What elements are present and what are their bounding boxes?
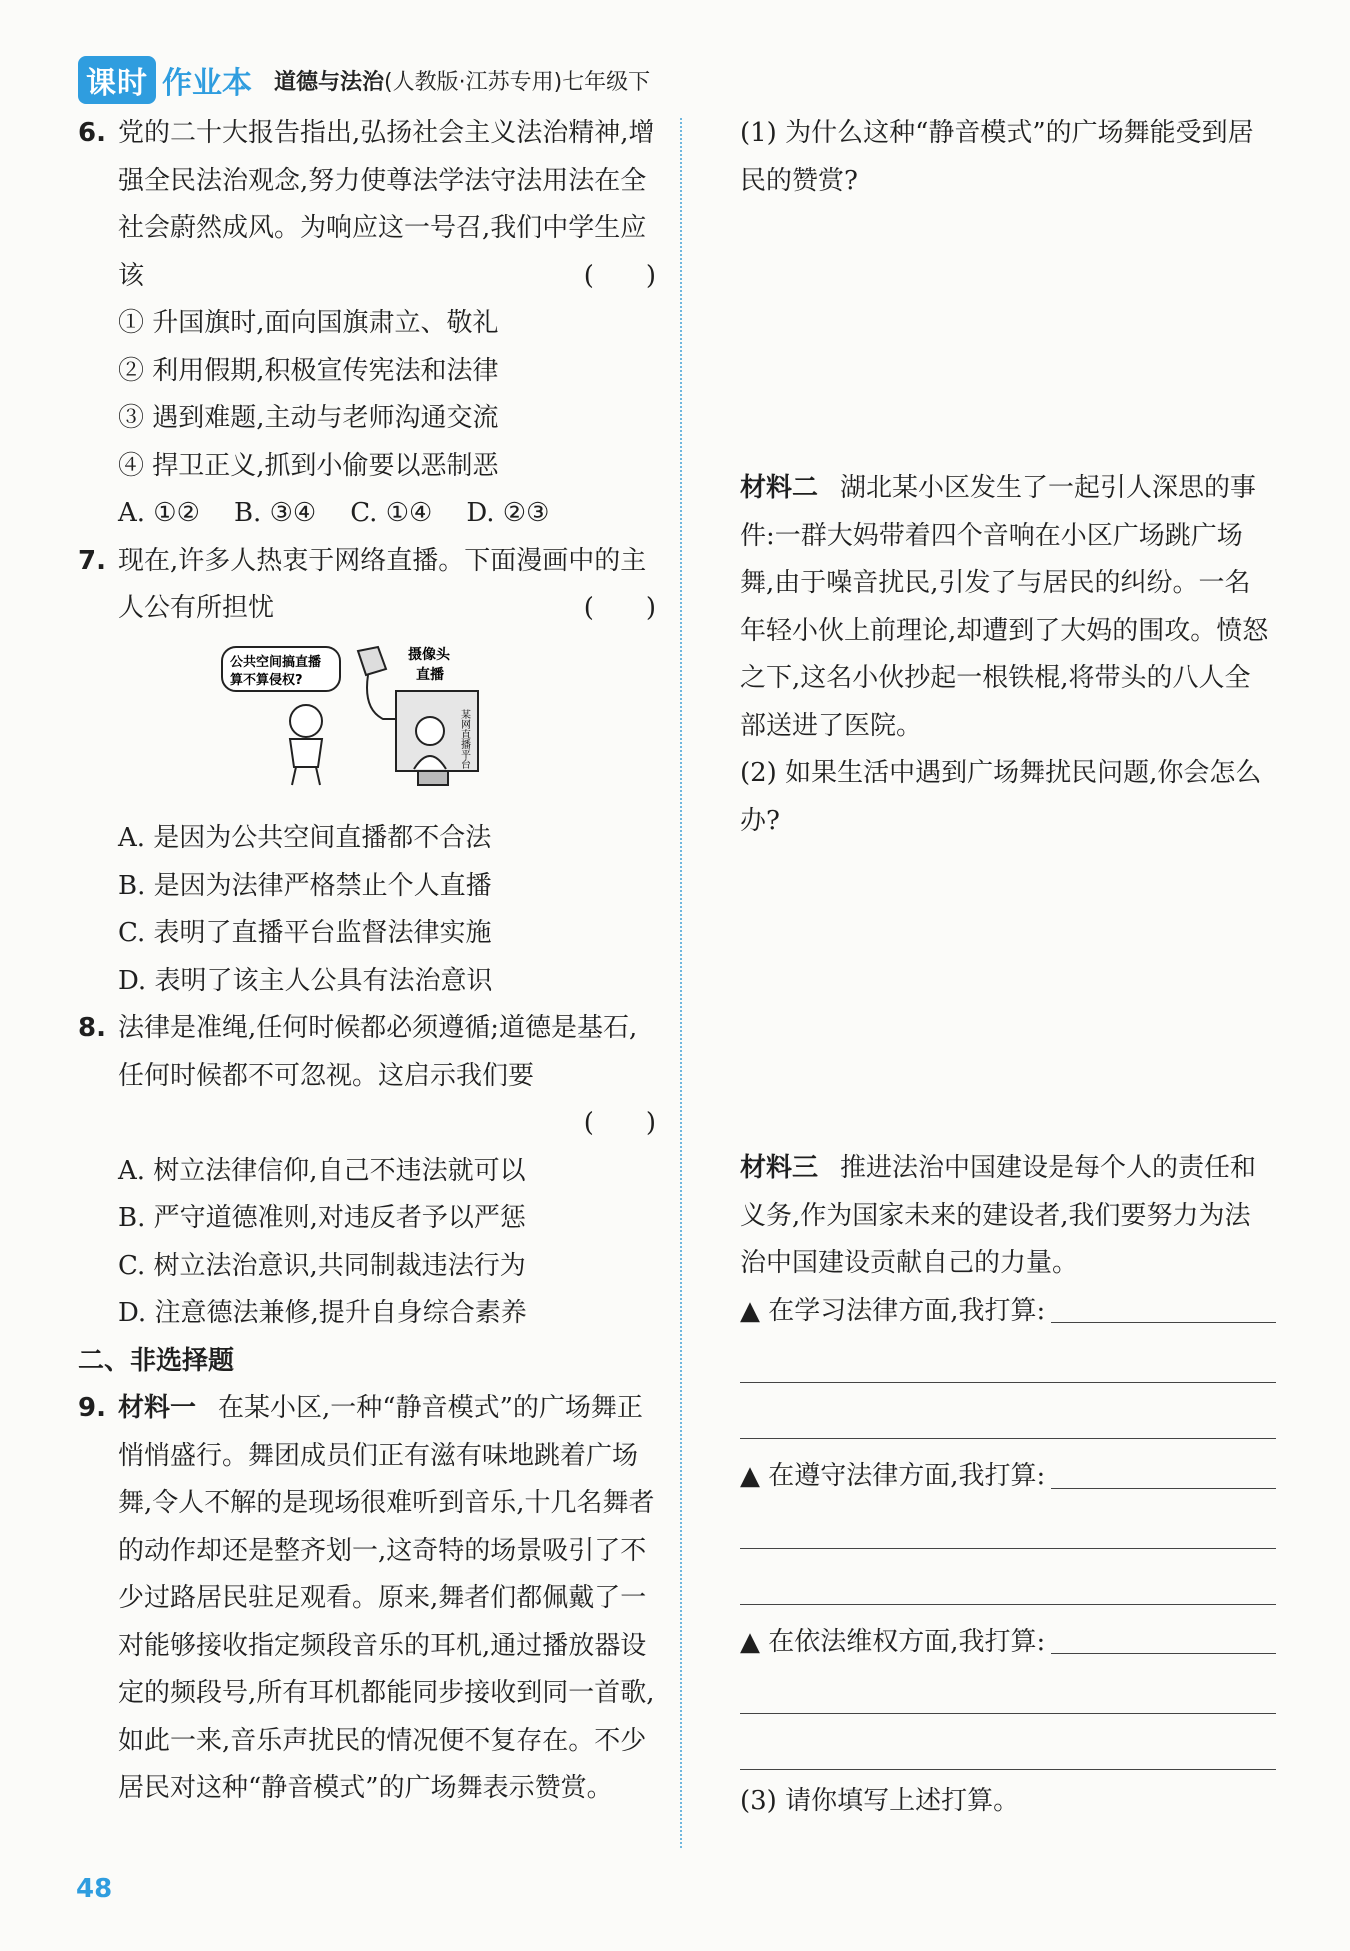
question-number: 6. <box>78 118 106 148</box>
sub-question-2: (2) 如果生活中遇到广场舞扰民问题,你会怎么办? <box>740 758 1262 836</box>
plan-prompt: ▲ 在依法维权方面,我打算: <box>740 1626 1046 1657</box>
streamer-face-icon <box>416 717 444 745</box>
column-divider <box>680 118 682 1848</box>
option-d[interactable]: D. ②③ <box>466 498 550 528</box>
sub-question-1: (1) 为什么这种“静音模式”的广场舞能受到居民的赞赏? <box>740 118 1254 196</box>
answer-line[interactable] <box>740 1557 1276 1605</box>
option-b[interactable]: B. 是因为法律严格禁止个人直播 <box>118 870 492 901</box>
answer-paren[interactable]: ( ) <box>583 593 656 623</box>
material-label: 材料三 <box>740 1153 819 1183</box>
material-text: 推进法治中国建设是每个人的责任和义务,作为国家未来的建设者,我们要努力为法治中国建设贡献自己的力量。 <box>740 1153 1257 1278</box>
monitor-stand <box>418 771 448 785</box>
question-stem: 党的二十大报告指出,弘扬社会主义法治精神,增强全民法治观念,努力使尊法学法守法用法在全社会蔚然成风。为响应这一号召,我们中学生应该 <box>118 118 655 291</box>
plan-obey-law <box>740 1453 1276 1501</box>
option-c[interactable]: C. 树立法治意识,共同制裁违法行为 <box>118 1250 526 1281</box>
live-label: 直播 <box>416 666 444 683</box>
statement-item: ② 利用假期,积极宣传宪法和法律 <box>118 355 499 386</box>
answer-line[interactable] <box>1051 1288 1276 1324</box>
edition-label: (人教版·江苏专用)七年级下 <box>384 69 651 95</box>
answer-line[interactable] <box>740 1666 1276 1714</box>
question-6 <box>78 110 658 300</box>
answer-line[interactable] <box>740 1335 1276 1383</box>
answer-paren[interactable]: ( ) <box>583 260 656 291</box>
answer-line[interactable] <box>740 1501 1276 1549</box>
plan-study-law <box>740 1288 1276 1336</box>
section-title: 二、非选择题 <box>78 1345 235 1376</box>
question-stem: 现在,许多人热衷于网络直播。下面漫画中的主人公有所担忧 <box>118 545 647 623</box>
material-3 <box>740 1145 1276 1288</box>
plan-defend-rights <box>740 1619 1276 1667</box>
plan-prompt: ▲ 在遵守法律方面,我打算: <box>740 1461 1046 1491</box>
option-a[interactable]: A. 树立法律信仰,自己不违法就可以 <box>118 1155 526 1186</box>
option-c[interactable]: C. 表明了直播平台监督法律实施 <box>118 918 492 948</box>
camera-label: 摄像头 <box>408 646 450 663</box>
sub-question-3: (3) 请你填写上述打算。 <box>740 1786 1020 1816</box>
statement-item: ④ 捍卫正义,抓到小偷要以恶制恶 <box>118 450 499 481</box>
answer-space[interactable] <box>740 205 1276 465</box>
option-a[interactable]: A. ①② <box>118 498 200 528</box>
plan-prompt: ▲ 在学习法律方面,我打算: <box>740 1295 1046 1326</box>
answer-line[interactable] <box>1051 1619 1276 1655</box>
material-2 <box>740 465 1276 750</box>
answer-line[interactable] <box>1051 1453 1276 1489</box>
question-8 <box>78 1005 658 1100</box>
material-label: 材料一 <box>118 1393 197 1423</box>
option-c[interactable]: C. ①④ <box>350 498 433 528</box>
bubble-text-2: 算不算侵权? <box>230 672 303 688</box>
option-d[interactable]: D. 表明了该主人公具有法治意识 <box>118 965 493 996</box>
page-number: 48 <box>76 1874 113 1904</box>
answer-paren[interactable]: ( ) <box>583 1108 656 1138</box>
answer-line[interactable] <box>740 1391 1276 1439</box>
comic-illustration <box>218 639 538 789</box>
answer-line[interactable] <box>740 1722 1276 1770</box>
material-text: 在某小区,一种“静音模式”的广场舞正悄悄盛行。舞团成员们正有滋有味地跳着广场舞,令人不解的是现场很难听到音乐,十几名舞者的动作却还是整齐划一,这奇特的场景吸引了不少过路居民驻足观看。原来,舞者们都佩戴了一对能够接收指定频段音乐的耳机,通过播放器设定的频段号,所有耳机都能同步接收到同一首歌,如此一来,音乐声扰民的情况便不复存在。不少居民对这种“静音模式”的广场舞表示赞赏。 <box>118 1393 655 1803</box>
question-stem: 法律是准绳,任何时候都必须遵循;道德是基石,任何时候都不可忽视。这启示我们要 <box>118 1013 638 1091</box>
question-number: 8. <box>78 1013 106 1043</box>
right-column <box>740 110 1276 1826</box>
logo-text: 作业本 <box>162 66 252 101</box>
subject-title: 道德与法治 <box>274 69 385 95</box>
statement-item: ③ 遇到难题,主动与老师沟通交流 <box>118 403 499 433</box>
logo-box: 课时 <box>78 56 156 104</box>
question-9 <box>78 1385 658 1813</box>
left-column <box>78 110 658 1813</box>
material-label: 材料二 <box>740 473 819 503</box>
worried-person-icon <box>290 705 322 737</box>
page-header <box>78 58 650 102</box>
question-number: 9. <box>78 1393 106 1423</box>
camera-icon <box>358 647 386 675</box>
option-a[interactable]: A. 是因为公共空间直播都不合法 <box>118 823 492 853</box>
statement-item: ① 升国旗时,面向国旗肃立、敬礼 <box>118 308 499 338</box>
option-b[interactable]: B. 严守道德准则,对违反者予以严惩 <box>118 1203 526 1233</box>
option-row <box>78 490 658 538</box>
screen-text: 某网直播平台 <box>458 708 470 769</box>
question-number: 7. <box>78 545 106 576</box>
option-b[interactable]: B. ③④ <box>233 498 317 528</box>
bubble-text-1: 公共空间搞直播 <box>230 654 322 670</box>
answer-space[interactable] <box>740 845 1276 1145</box>
option-d[interactable]: D. 注意德法兼修,提升自身综合素养 <box>118 1298 527 1328</box>
material-text: 湖北某小区发生了一起引人深思的事件:一群大妈带着四个音响在小区广场跳广场舞,由于噪音扰民,引发了与居民的纠纷。一名年轻小伙上前理论,却遭到了大妈的围攻。愤怒之下,这名小伙抄起一根铁棍,将带头的八人全部送进了医院。 <box>740 473 1269 741</box>
question-7 <box>78 538 658 633</box>
